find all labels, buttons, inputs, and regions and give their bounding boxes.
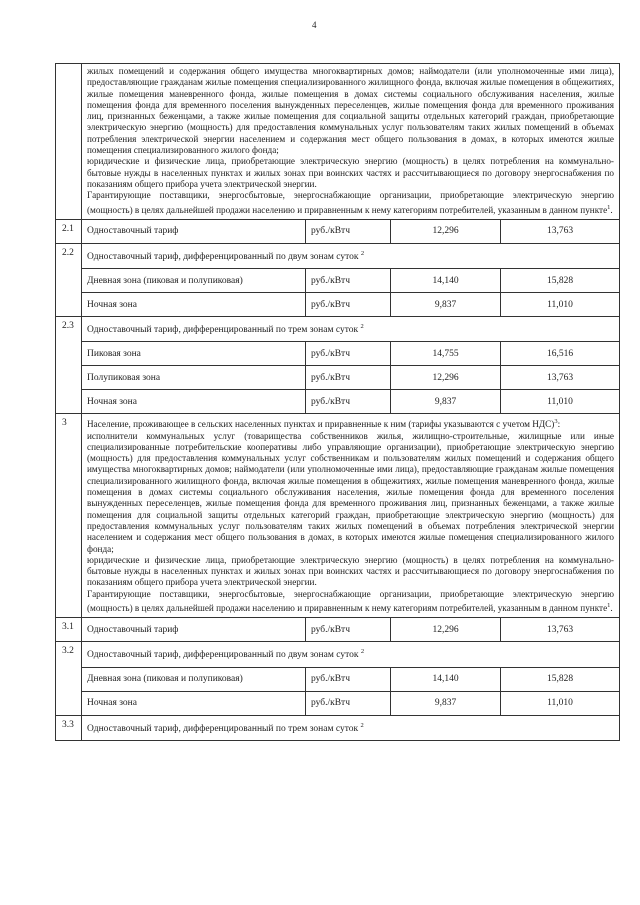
tariff-value-h1: 9,837 <box>391 390 501 413</box>
tariff-value-h1: 14,140 <box>391 668 501 691</box>
footnote-mark: 1 <box>607 602 611 610</box>
tariff-value-h2: 11,010 <box>547 396 573 407</box>
tariff-unit: руб./кВтч <box>306 618 391 641</box>
row-number: 2.3 <box>56 317 82 413</box>
page-number: 4 <box>312 20 317 30</box>
description-paragraph: юридические и физические лица, приобретающие электрическую энергию (мощность) в целях потребления на коммунально-бытовые нужды в населенных пунктах и жилых зонах при воинских частях и рассчитывающиеся по договору энергоснабжения по показаниям общего прибора учета электрической энергии. <box>87 554 614 588</box>
zone-name: Ночная зона <box>82 293 306 316</box>
tariff-name: Одноставочный тариф <box>82 220 306 243</box>
table-row-continuation <box>55 63 620 220</box>
tariff-value-h1: 12,296 <box>391 618 501 641</box>
tariff-unit: руб./кВтч <box>306 269 391 292</box>
tariff-group-title: Одноставочный тариф, дифференцированный по двум зонам суток $^2$ <box>87 648 365 661</box>
section-intro: Население, проживающее в сельских населенных пунктах и приравненные к ним (тарифы указываются с учетом НДС)$^3$: <box>87 418 561 430</box>
consumer-description <box>82 64 619 219</box>
row-number <box>56 64 82 219</box>
tariff-unit: руб./кВтч <box>306 366 391 389</box>
tariff-value-h1: 12,296 <box>391 366 501 389</box>
row-number: 3.2 <box>56 642 82 714</box>
table-row <box>55 220 620 244</box>
tariff-unit: руб./кВтч <box>306 692 391 715</box>
tariff-value-h1: 9,837 <box>391 293 501 316</box>
table-row <box>55 317 620 414</box>
zone-name: Пиковая зона <box>82 342 306 365</box>
zone-name: Дневная зона (пиковая и полупиковая) <box>82 269 306 292</box>
description-paragraph: Гарантирующие поставщики, энергосбытовые, энергоснабжающие организации, приобретающие электрическую энергию (мощность) в целях дальнейшей продажи населению и приравненным к нему категориям потребителей, указанным в данном пункте$^1$. <box>87 190 614 215</box>
zone-name: Ночная зона <box>82 390 306 413</box>
zone-name: Ночная зона <box>82 692 306 715</box>
footnote-mark: 2 <box>360 648 365 656</box>
tariff-group-title: Одноставочный тариф, дифференцированный по трем зонам суток $^2$ <box>87 323 364 336</box>
row-number: 2.2 <box>56 244 82 316</box>
tariff-unit: руб./кВтч <box>306 668 391 691</box>
tariff-unit: руб./кВтч <box>306 220 391 243</box>
tariff-group-title: Одноставочный тариф, дифференцированный по двум зонам суток $^2$ <box>87 249 365 263</box>
tariff-group-title: Одноставочный тариф, дифференцированный по трем зонам суток $^2$ <box>87 721 364 734</box>
tariff-unit: руб./кВтч <box>306 390 391 413</box>
tariff-unit: руб./кВтч <box>306 293 391 316</box>
row-number: 2.1 <box>56 220 82 243</box>
consumer-description <box>82 414 619 617</box>
tariff-value-h1: 14,755 <box>391 342 501 365</box>
tariff-value-h2: 11,010 <box>547 299 573 310</box>
tariff-value-h1: 14,140 <box>391 269 501 292</box>
row-number: 3.1 <box>56 618 82 641</box>
row-number: 3 <box>56 414 82 617</box>
tariff-value-h2: 15,828 <box>546 275 574 286</box>
footnote-mark: 3 <box>554 418 558 426</box>
table-row <box>55 716 620 741</box>
footnote-mark: 2 <box>360 323 364 331</box>
footnote-mark: 2 <box>360 249 365 257</box>
table-row <box>55 618 620 642</box>
tariff-table <box>55 63 620 741</box>
tariff-value-h2: 15,828 <box>546 674 574 685</box>
tariff-value-h1: 9,837 <box>391 692 501 715</box>
tariff-value-h1: 12,296 <box>391 220 501 243</box>
tariff-name: Одноставочный тариф <box>82 618 306 641</box>
tariff-value-h2: 13,763 <box>546 372 574 383</box>
tariff-value-h2: 13,763 <box>546 624 574 635</box>
description-paragraph: исполнители коммунальных услуг (товарищества собственников жилья, жилищно-строительные, жилищные или иные специализированные потребительские кооперативы либо управляющие организации), приобретающие электрическую энергию (мощность) для предоставления коммунальных услуг собственникам и пользователям жилых помещений и содержания общего имущества многоквартирных домов; наймодатели (или уполномоченные ими лица), предоставляющие гражданам жилые помещения специализированного жилищного фонда, включая жилые помещения в общежитиях, жилые помещения маневренного фонда, жилые помещения в домах системы социального обслуживания населения, жилые помещения фонда для временного поселения вынужденных переселенцев, жилые помещения фонда для временного проживания лиц, признанных беженцами, а также жилые помещения для социальной защиты отдельных категорий граждан, приобретающие электрическую энергию (мощность) для предоставления коммунальных услуг пользователям таких жилых помещений в объемах потребления электрической энергии населением и содержания мест общего пользования в домах, в которых имеются жилые помещения специализированного жилого фонда; <box>87 430 614 554</box>
zone-name: Полупиковая зона <box>82 366 306 389</box>
table-row <box>55 642 620 715</box>
row-number: 3.3 <box>56 716 82 740</box>
table-row-section <box>55 414 620 618</box>
tariff-value-h2: 11,010 <box>547 698 573 709</box>
tariff-value-h2: 13,763 <box>546 226 574 237</box>
description-paragraph: Гарантирующие поставщики, энергосбытовые, энергоснабжающие организации, приобретающие электрическую энергию (мощность) в целях дальнейшей продажи населению и приравненным к нему категориям потребителей, указанным в данном пункте$^1$. <box>87 588 614 614</box>
tariff-unit: руб./кВтч <box>306 342 391 365</box>
description-paragraph: юридические и физические лица, приобретающие электрическую энергию (мощность) в целях потребления на коммунально-бытовые нужды в населенных пунктах и жилых зонах при воинских частях и рассчитывающиеся по договору энергоснабжения по показаниям общего прибора учета электрической энергии. <box>87 156 614 189</box>
description-paragraph: жилых помещений и содержания общего имущества многоквартирных домов; наймодатели (или уполномоченные ими лица), предоставляющие гражданам жилые помещения специализированного жилищного фонда, включая жилые помещения в общежитиях, жилые помещения маневренного фонда, жилые помещения в домах системы социального обслуживания населения, жилые помещения фонда для временного поселения вынужденных переселенцев, жилые помещения фонда для временного проживания лиц, признанных беженцами, а также жилые помещения для социальной защиты отдельных категорий граждан, приобретающие электрическую энергию (мощность) для предоставления коммунальных услуг пользователям таких жилых помещений в объемах потребления электрической энергии населением и содержания мест общего пользования в домах, в которых имеются жилые помещения специализированного жилого фонда; <box>87 66 614 156</box>
tariff-value-h2: 16,516 <box>546 348 574 359</box>
footnote-mark: 1 <box>607 203 611 211</box>
table-row <box>55 244 620 317</box>
footnote-mark: 2 <box>360 721 364 729</box>
zone-name: Дневная зона (пиковая и полупиковая) <box>82 668 306 691</box>
